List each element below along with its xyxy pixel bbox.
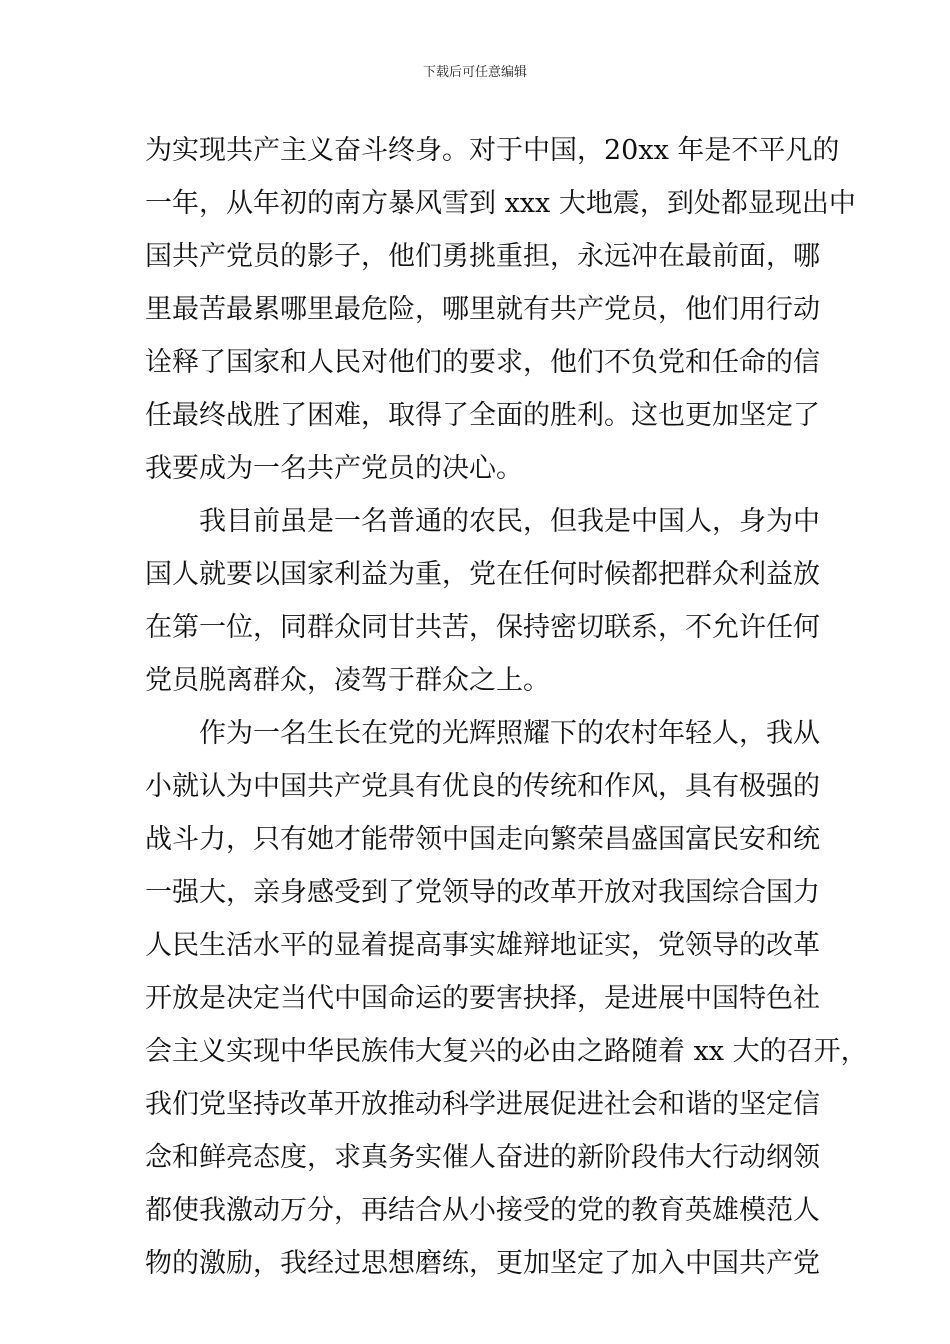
text-line: 我们党坚持改革开放推动科学进展促进社会和谐的坚定信 bbox=[145, 1089, 820, 1120]
text-line: 在第一位，同群众同甘共苦，保持密切联系，不允许任何 bbox=[145, 612, 820, 643]
text-line: 小就认为中国共产党具有优良的传统和作风，具有极强的 bbox=[145, 771, 820, 802]
text-line: 都使我激动万分，再结合从小接受的党的教育英雄模范人 bbox=[145, 1195, 820, 1226]
text-line: 诠释了国家和人民对他们的要求，他们不负党和任命的信 bbox=[145, 347, 820, 378]
text-line: 一年，从年初的南方暴风雪到 xxx 大地震，到处都显现出中 bbox=[145, 188, 856, 219]
text-line: 战斗力，只有她才能带领中国走向繁荣昌盛国富民安和统 bbox=[145, 824, 820, 855]
text-line: 党员脱离群众，凌驾于群众之上。 bbox=[145, 665, 550, 696]
text-line: 人民生活水平的显着提高事实雄辩地证实，党领导的改革 bbox=[145, 930, 820, 961]
text-line: 我要成为一名共产党员的决心。 bbox=[145, 453, 523, 484]
text-line: 为实现共产主义奋斗终身。对于中国，20xx 年是不平凡的 bbox=[145, 135, 840, 166]
text-line: 国人就要以国家利益为重，党在任何时候都把群众利益放 bbox=[145, 559, 820, 590]
text-line: 物的激励，我经过思想磨练，更加坚定了加入中国共产党 bbox=[145, 1248, 820, 1279]
text-line: 我目前虽是一名普通的农民，但我是中国人，身为中 bbox=[199, 506, 820, 537]
text-line: 一强大，亲身感受到了党领导的改革开放对我国综合国力 bbox=[145, 877, 820, 908]
text-line: 念和鲜亮态度，求真务实催人奋进的新阶段伟大行动纲领 bbox=[145, 1142, 820, 1173]
text-line: 国共产党员的影子，他们勇挑重担，永远冲在最前面，哪 bbox=[145, 241, 820, 272]
page-header: 下载后可任意编辑 bbox=[422, 65, 527, 80]
text-line: 里最苦最累哪里最危险，哪里就有共产党员，他们用行动 bbox=[145, 294, 820, 325]
text-line: 任最终战胜了困难，取得了全面的胜利。这也更加坚定了 bbox=[145, 400, 820, 431]
text-line: 作为一名生长在党的光辉照耀下的农村年轻人，我从 bbox=[199, 718, 820, 749]
text-line: 会主义实现中华民族伟大复兴的必由之路随着 xx 大的召开， bbox=[145, 1036, 868, 1067]
text-line: 开放是决定当代中国命运的要害抉择，是进展中国特色社 bbox=[145, 983, 820, 1014]
document-body bbox=[145, 124, 868, 1290]
